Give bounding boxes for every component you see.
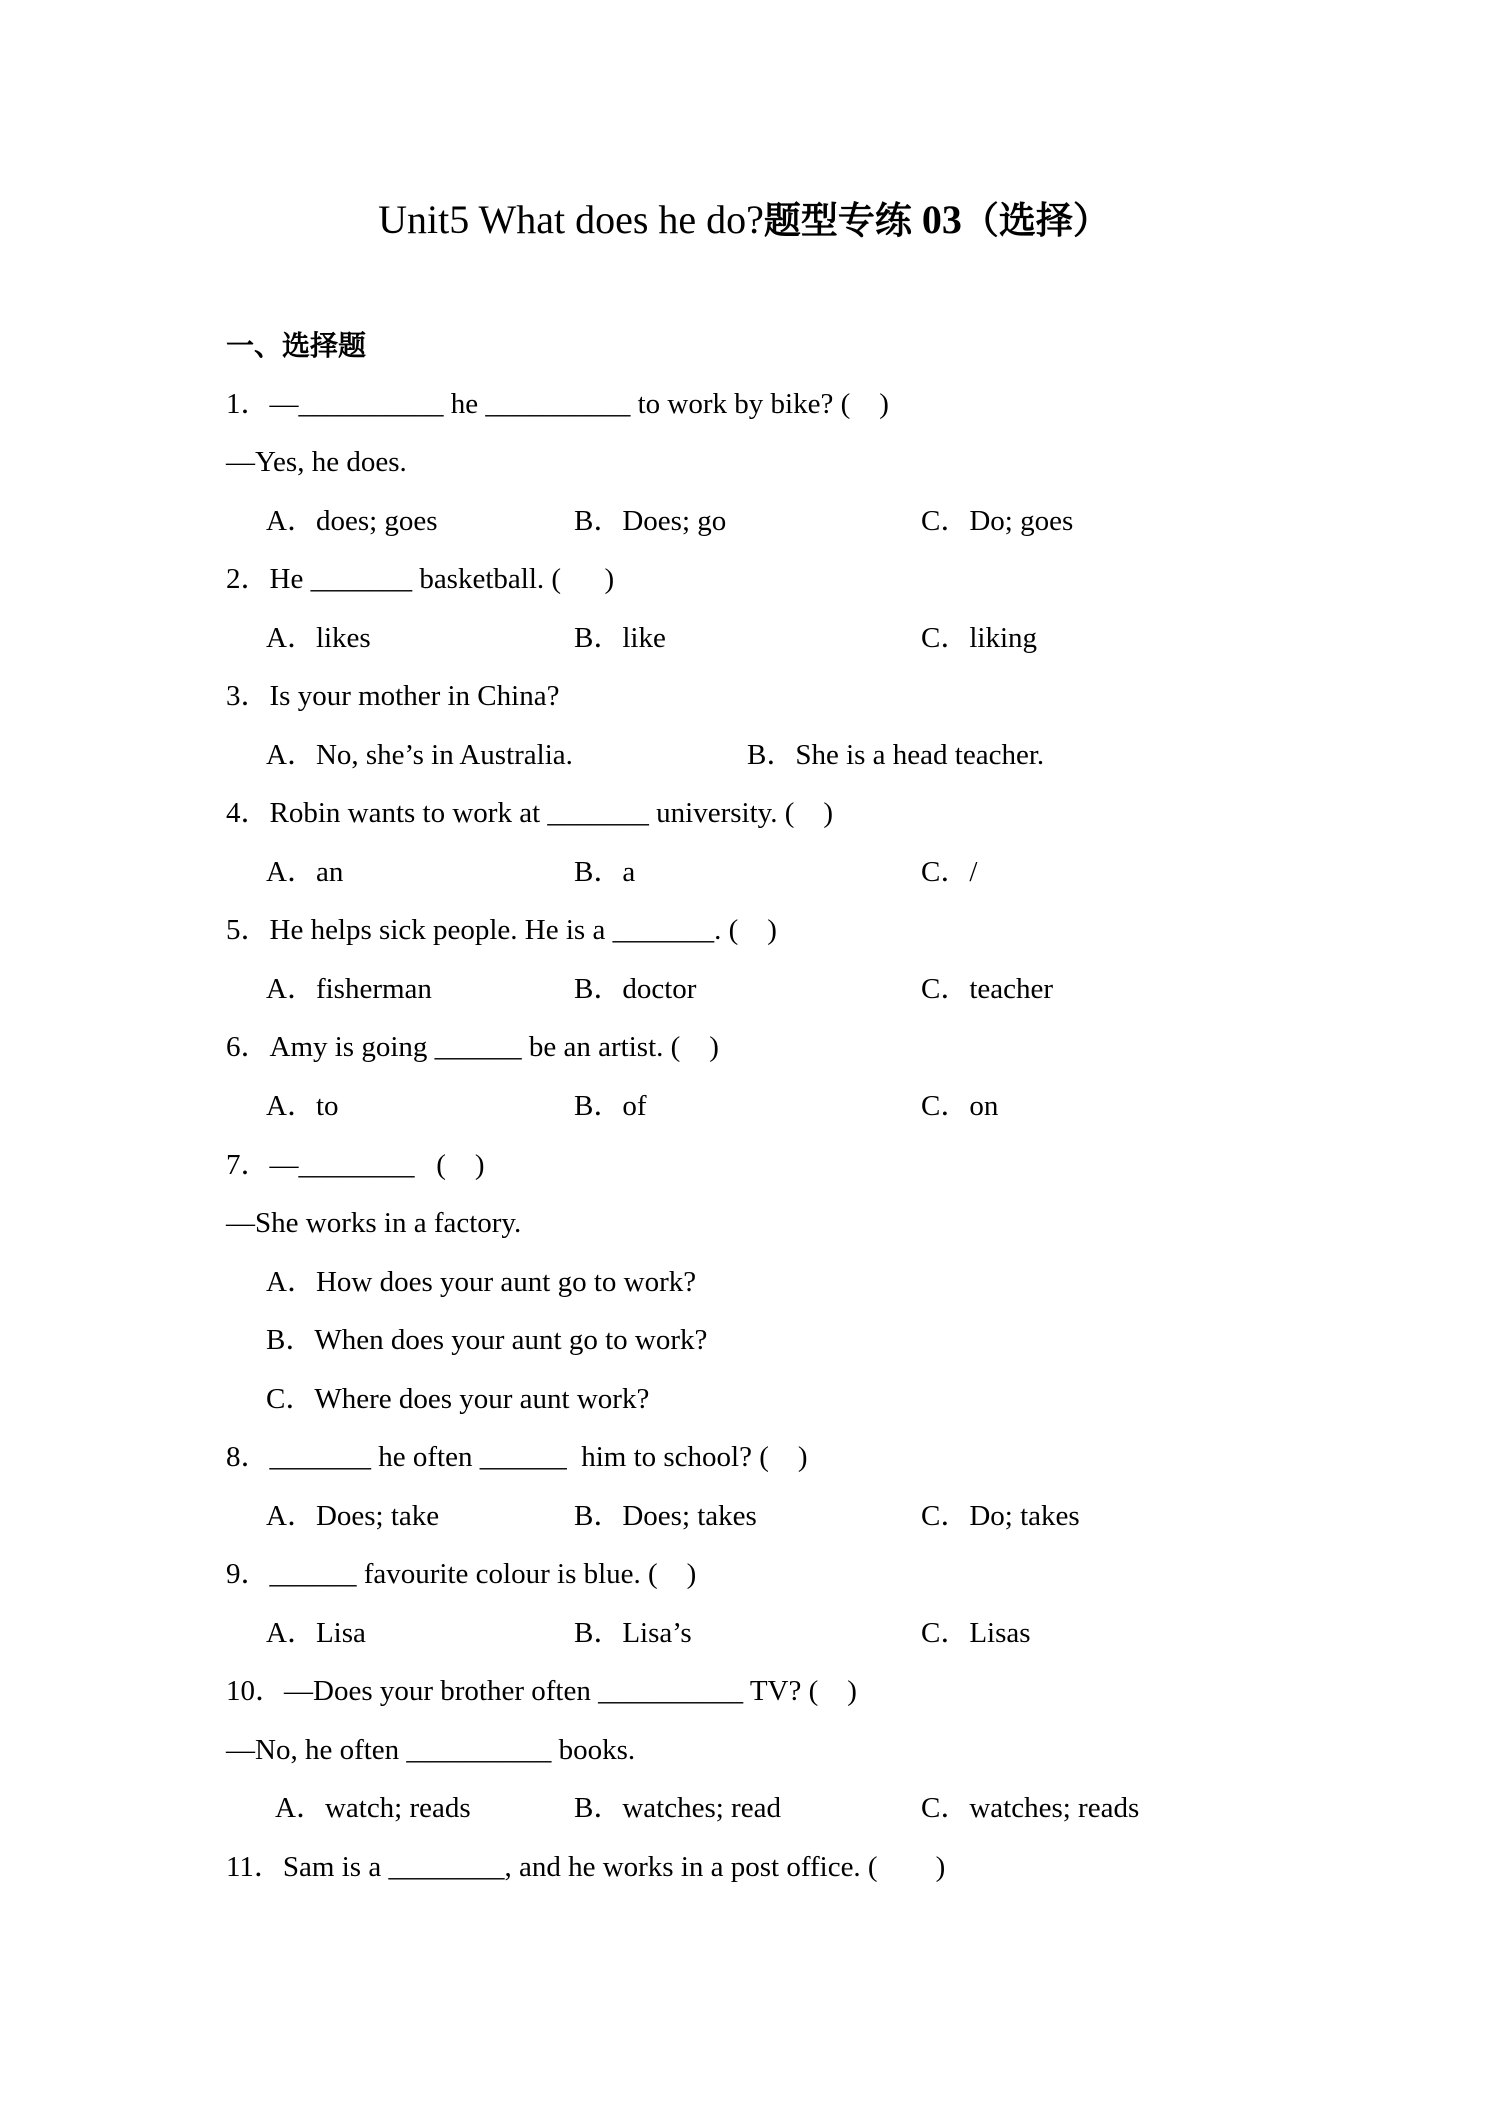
- question-9-option-c[interactable]: C．Lisas: [921, 1617, 1031, 1649]
- question-9-option-a[interactable]: A．Lisa: [266, 1617, 366, 1649]
- question-8-option-a[interactable]: A．Does; take: [266, 1500, 440, 1532]
- page-title: [0, 192, 1488, 249]
- question-9-option-b[interactable]: B．Lisa’s: [574, 1617, 692, 1649]
- title-english: Unit5 What does he do?: [378, 197, 764, 242]
- question-4-stem: 4．Robin wants to work at _______ university. ( ): [226, 797, 834, 829]
- question-7-option-b[interactable]: B．When does your aunt go to work?: [266, 1324, 708, 1356]
- question-10-option-b[interactable]: B．watches; read: [574, 1792, 781, 1824]
- question-7-answer-line: —She works in a factory.: [226, 1207, 522, 1239]
- question-11-stem: 11．Sam is a ________, and he works in a post office. ( ): [226, 1851, 946, 1883]
- question-4-option-a[interactable]: A．an: [266, 856, 344, 888]
- question-5-option-c[interactable]: C．teacher: [921, 973, 1054, 1005]
- section-heading: 一、选择题: [226, 329, 367, 362]
- question-3-stem: 3．Is your mother in China?: [226, 680, 560, 712]
- question-2-option-c[interactable]: C．liking: [921, 622, 1038, 654]
- question-7-option-a[interactable]: A．How does your aunt go to work?: [266, 1266, 697, 1298]
- question-4-option-b[interactable]: B．a: [574, 856, 636, 888]
- question-10-stem: 10．—Does your brother often __________ TV? ( ): [226, 1675, 857, 1707]
- question-6-option-b[interactable]: B．of: [574, 1090, 647, 1122]
- question-4-option-c[interactable]: C．/: [921, 856, 978, 888]
- question-2-option-a[interactable]: A．likes: [266, 622, 371, 654]
- title-number: 03: [921, 197, 962, 242]
- question-6-option-c[interactable]: C．on: [921, 1090, 999, 1122]
- question-2-stem: 2．He _______ basketball. ( ): [226, 563, 615, 595]
- question-10-option-c[interactable]: C．watches; reads: [921, 1792, 1140, 1824]
- question-3-option-a[interactable]: A．No, she’s in Australia.: [266, 739, 573, 771]
- question-10-option-a[interactable]: A．watch; reads: [275, 1792, 471, 1824]
- question-5-option-a[interactable]: A．fisherman: [266, 973, 432, 1005]
- question-7-stem: 7．—________ ( ): [226, 1149, 485, 1181]
- title-chinese: 题型专练: [763, 199, 912, 242]
- question-1-stem: 1．—__________ he __________ to work by bike? ( ): [226, 388, 889, 420]
- question-5-option-b[interactable]: B．doctor: [574, 973, 697, 1005]
- question-1-option-a[interactable]: A．does; goes: [266, 505, 438, 537]
- question-6-stem: 6．Amy is going ______ be an artist. ( ): [226, 1031, 719, 1063]
- question-2-option-b[interactable]: B．like: [574, 622, 666, 654]
- question-1-answer-line: —Yes, he does.: [226, 446, 407, 478]
- question-8-stem: 8．_______ he often ______ him to school? ( ): [226, 1441, 808, 1473]
- question-9-stem: 9．______ favourite colour is blue. ( ): [226, 1558, 697, 1590]
- question-6-option-a[interactable]: A．to: [266, 1090, 339, 1122]
- question-7-option-c[interactable]: C．Where does your aunt work?: [266, 1383, 650, 1415]
- question-1-option-b[interactable]: B．Does; go: [574, 505, 727, 537]
- question-5-stem: 5．He helps sick people. He is a _______. ( ): [226, 914, 777, 946]
- question-10-answer-line: —No, he often __________ books.: [226, 1734, 636, 1766]
- question-3-option-b[interactable]: B．She is a head teacher.: [747, 739, 1045, 771]
- title-paren: （选择）: [961, 199, 1110, 242]
- question-8-option-c[interactable]: C．Do; takes: [921, 1500, 1080, 1532]
- question-8-option-b[interactable]: B．Does; takes: [574, 1500, 757, 1532]
- question-1-option-c[interactable]: C．Do; goes: [921, 505, 1074, 537]
